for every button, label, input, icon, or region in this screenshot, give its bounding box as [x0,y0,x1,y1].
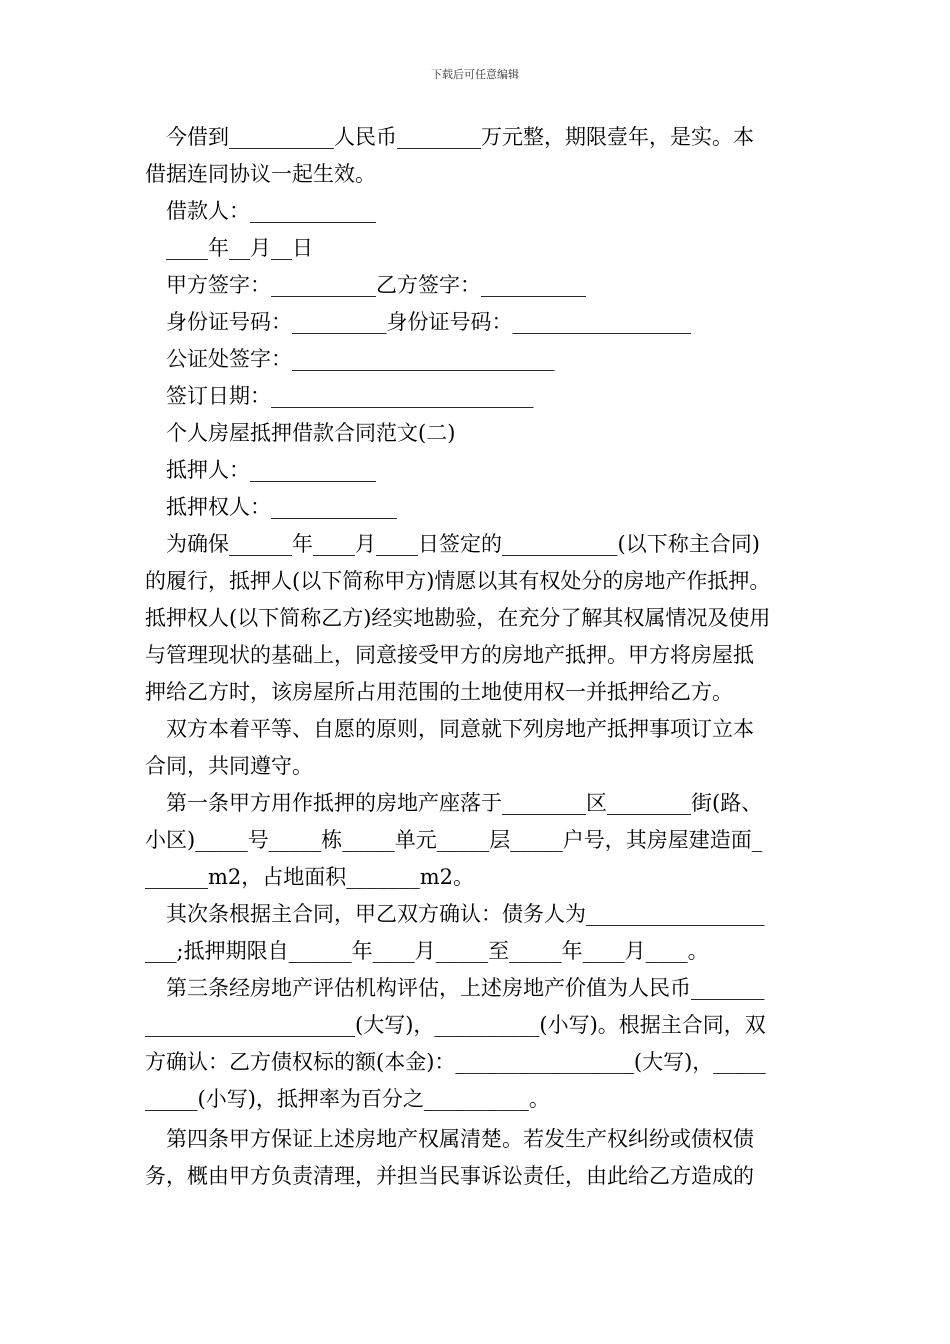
text-line: 小区)_____号_____栋_____单元_____层_____户号，其房屋建造面_ [145,828,763,852]
text-line: ___;抵押期限自______年____月_____至_____年____月____。 [145,939,709,963]
text-line: 抵押权人：____________ [166,495,397,519]
text-line: 抵押人：____________ [166,458,376,482]
text-line: 甲方签字：__________乙方签字：__________ [166,273,586,297]
text-line: 抵押权人(以下简称乙方)经实地勘验，在充分了解其权属情况及使用 [145,606,771,630]
text-line: 身份证号码：_________身份证号码：_________________ [166,310,691,334]
text-line: 合同，共同遵守。 [145,754,313,778]
text-line: 与管理现状的基础上，同意接受甲方的房地产抵押。甲方将房屋抵 [145,643,754,667]
text-line: 双方本着平等、自愿的原则，同意就下列房地产抵押事项订立本 [166,717,754,741]
text-line: 务，概由甲方负责清理，并担当民事诉讼责任，由此给乙方造成的 [145,1164,754,1188]
text-line: 第四条甲方保证上述房地产权属清楚。若发生产权纠纷或债权债 [166,1127,754,1151]
text-line: 借据连同协议一起生效。 [145,162,376,186]
text-line: 签订日期：_________________________ [166,384,534,408]
text-line: 方确认：乙方债权标的额(本金)：_________________(大写)，_____ [145,1050,766,1074]
section-heading: 个人房屋抵押借款合同范文(二) [166,421,456,445]
text-line: 其次条根据主合同，甲乙双方确认：债务人为_________________ [166,902,765,926]
text-line: ____年__月__日 [166,236,313,260]
text-line: 第一条甲方用作抵押的房地产座落于________区________街(路、 [166,791,763,815]
text-line: _____(小写)，抵押率为百分之__________。 [145,1087,550,1111]
text-line: 的履行，抵押人(以下简称甲方)情愿以其有权处分的房地产作抵押。 [145,569,771,593]
text-line: ______m2，占地面积_______m2。 [145,865,475,889]
text-line: 为确保______年____月____日签定的___________(以下称主合同) [166,532,760,556]
text-line: 今借到__________人民币________万元整，期限壹年，是实。本 [166,125,754,149]
text-line: 借款人：____________ [166,199,376,223]
text-line: 押给乙方时，该房屋所占用范围的土地使用权一并抵押给乙方。 [145,680,733,704]
text-line: 第三条经房地产评估机构评估，上述房地产价值为人民币_______ [166,976,765,1000]
text-line: 公证处签字：_________________________ [166,347,555,371]
text-line: ____________________(大写)，__________(小写)。根据主合同，双 [145,1013,766,1037]
page-header: 下载后可任意编辑 [431,68,519,81]
